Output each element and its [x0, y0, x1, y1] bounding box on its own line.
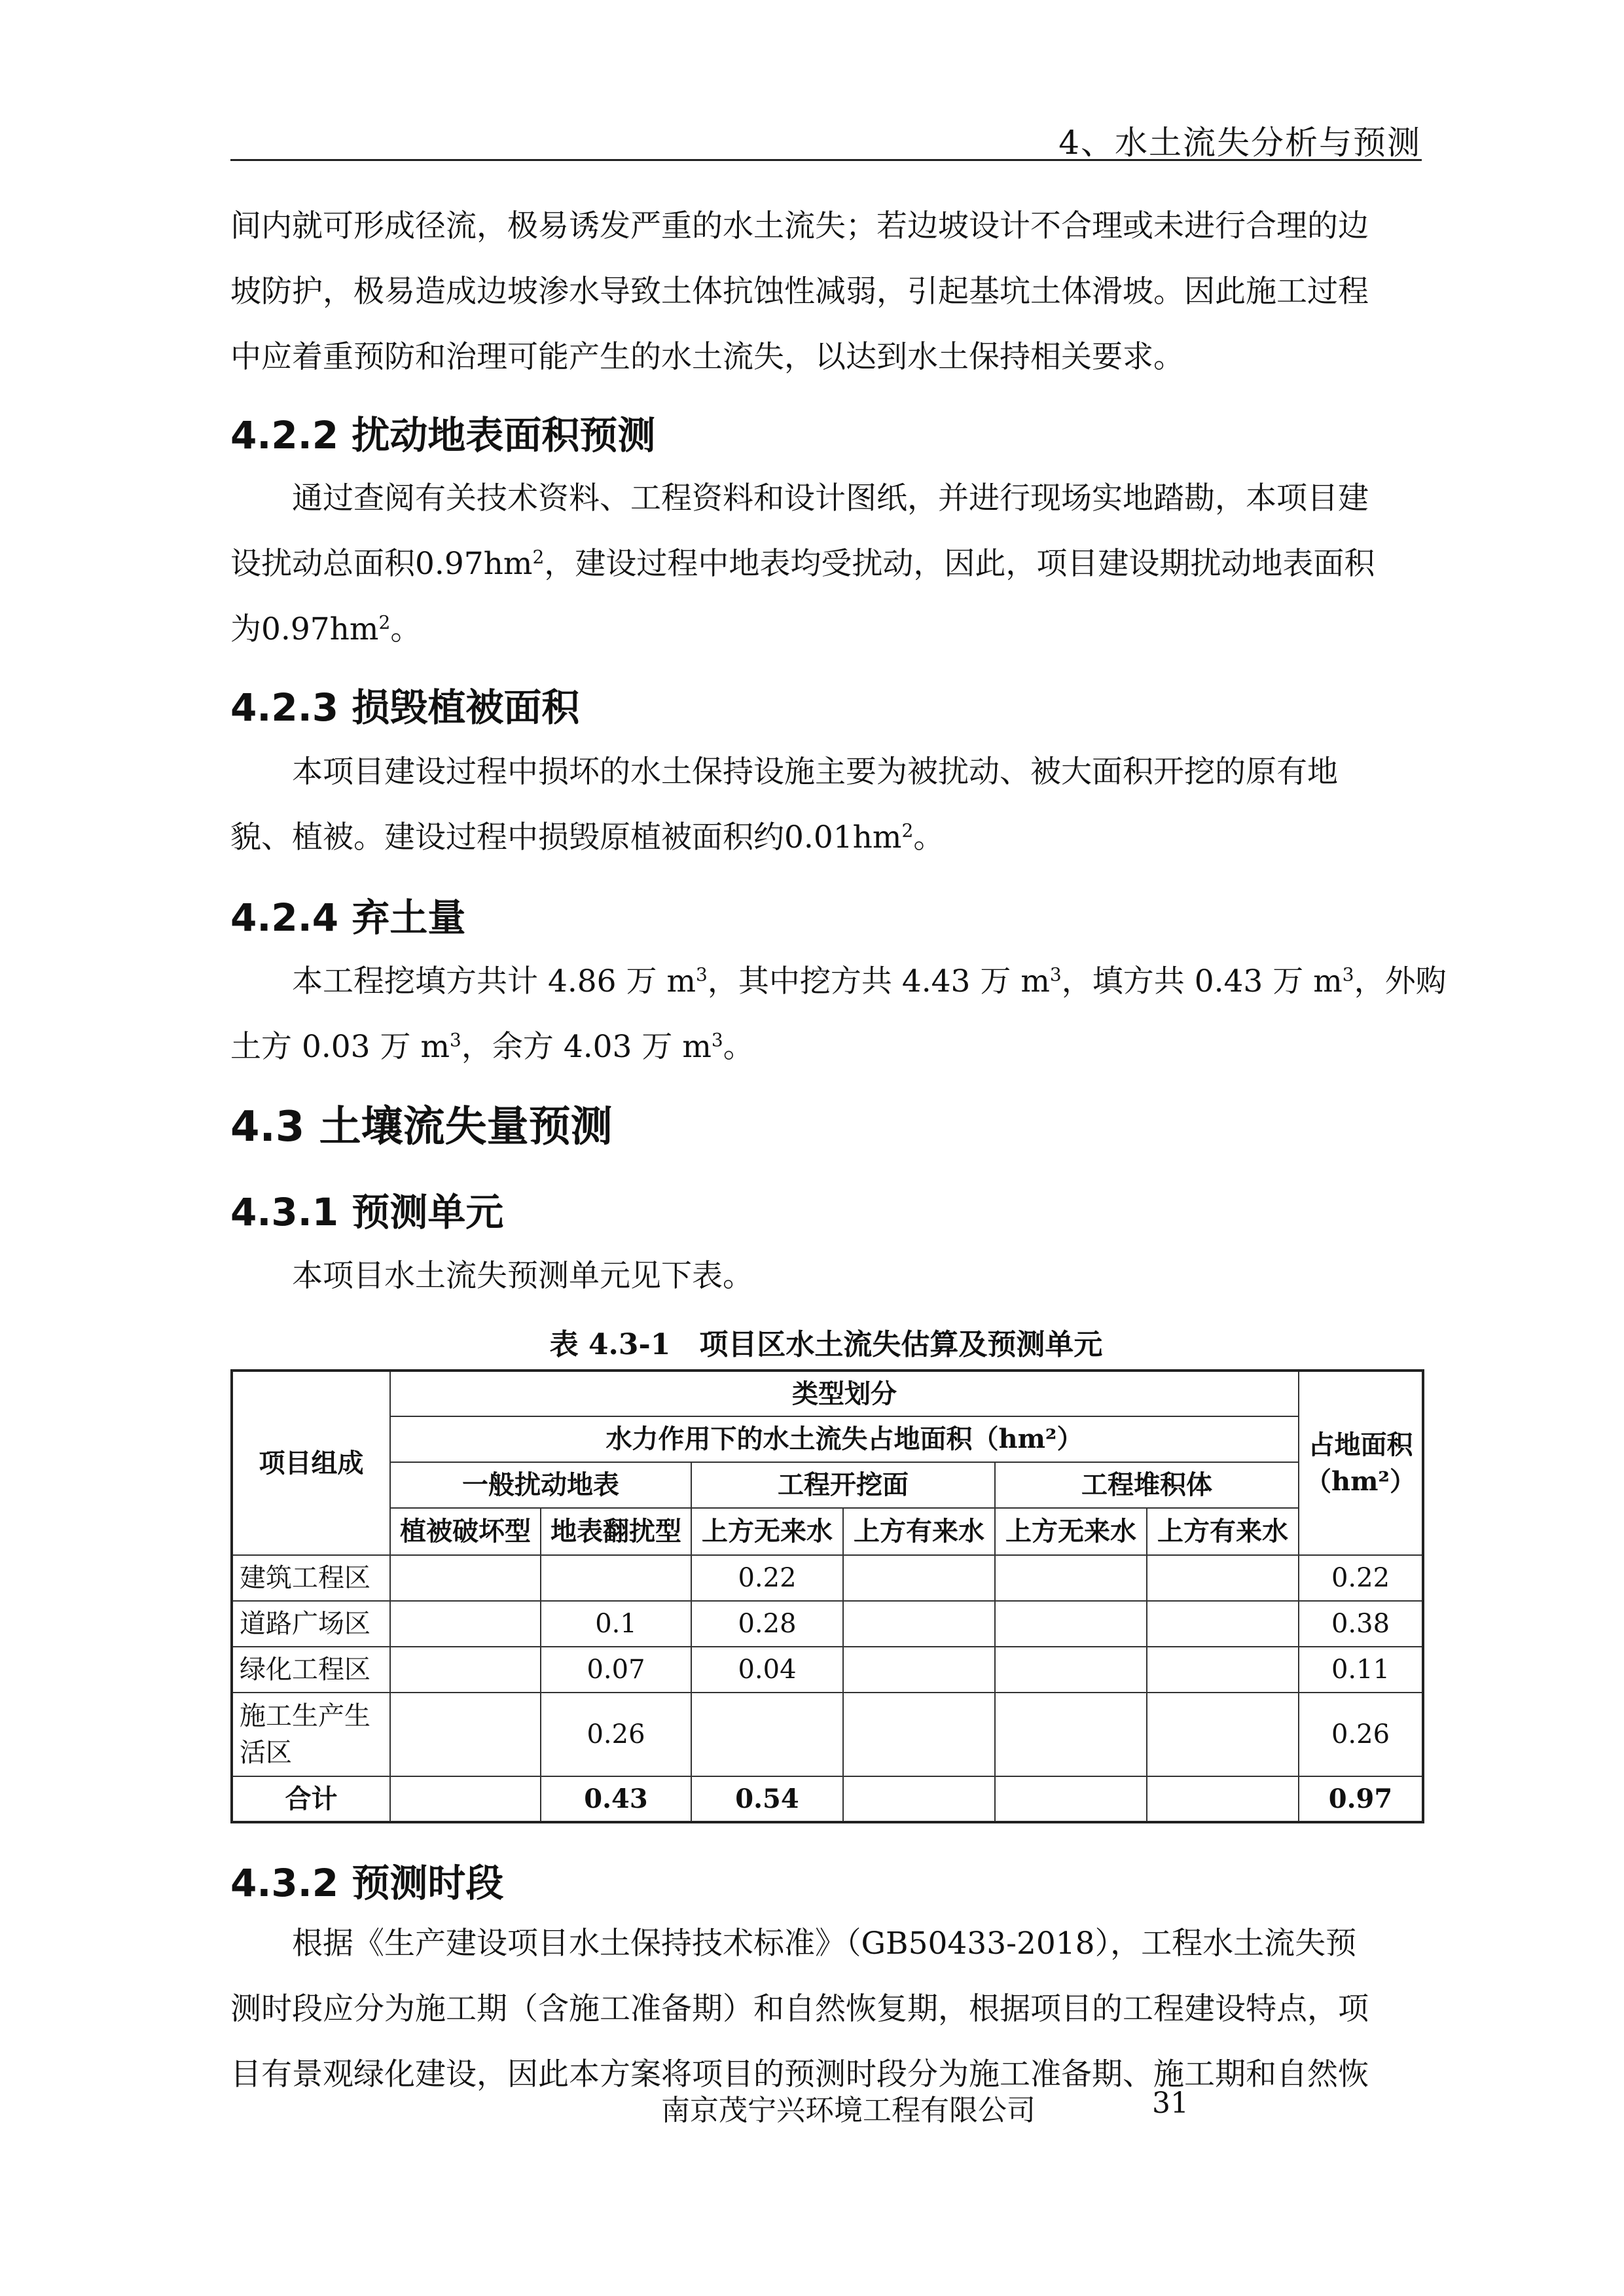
- table-cell: [390, 1647, 541, 1693]
- table-sum-row: [232, 1776, 1423, 1822]
- table-cell: 0.04: [691, 1647, 843, 1693]
- running-header: 4、水土流失分析与预测: [1058, 124, 1421, 162]
- table-cell: [691, 1693, 843, 1776]
- header-subtype: 上方无来水: [691, 1508, 843, 1555]
- text-line: 通过查阅有关技术资料、工程资料和设计图纸，并进行现场实地踏勘，本项目建: [230, 480, 1369, 516]
- row-label: 建筑工程区: [232, 1555, 390, 1601]
- table-cell: 0.07: [541, 1647, 691, 1693]
- table-cell: 0.22: [691, 1555, 843, 1601]
- heading-4-2-3: 4.2.3 损毁植被面积: [230, 685, 580, 730]
- text-line: 貌、植被。建设过程中损毁原植被面积约$0.01hm^2$。: [230, 819, 945, 855]
- prediction-unit-table: [230, 1369, 1424, 1823]
- header-subtype: 地表翻扰型: [541, 1508, 691, 1555]
- heading-4-2-2: 4.2.2 扰动地表面积预测: [230, 413, 656, 457]
- table-cell-total: 0.97: [1299, 1776, 1423, 1822]
- table-cell: [390, 1601, 541, 1647]
- table-cell: [843, 1693, 995, 1776]
- paragraph-4-2-3: [230, 740, 1422, 870]
- text-line: 土方 0.03 万 $m^3$，余方 4.03 万 $m^3$。: [230, 1029, 754, 1065]
- header-subtype: 上方无来水: [995, 1508, 1147, 1555]
- table-cell: [390, 1555, 541, 1601]
- page-number: 31: [1152, 2087, 1189, 2120]
- table-cell: 0.26: [541, 1693, 691, 1776]
- row-label: 绿化工程区: [232, 1647, 390, 1693]
- table-cell: 0.43: [541, 1776, 691, 1822]
- header-area: 占地面积（hm²）: [1299, 1371, 1423, 1555]
- table-cell: [995, 1776, 1147, 1822]
- paragraph-4-3-1: [230, 1244, 1422, 1309]
- header-subtype: 植被破坏型: [390, 1508, 541, 1555]
- text-line: 本工程挖填方共计 4.86 万 $m^3$，其中挖方共 4.43 万 $m^3$，填方共 0.43 万 $m^3$，外购: [230, 963, 1447, 999]
- row-label: 合计: [232, 1776, 390, 1822]
- text-line: 设扰动总面积$0.97hm^2$，建设过程中地表均受扰动，因此，项目建设期扰动地表面积: [230, 546, 1375, 582]
- header-group: 一般扰动地表: [390, 1462, 691, 1508]
- paragraph-4-2-4: [230, 949, 1447, 1080]
- header-component: 项目组成: [232, 1371, 390, 1555]
- table-cell: [1147, 1693, 1299, 1776]
- table-cell: [843, 1647, 995, 1693]
- intro-paragraph: [230, 194, 1422, 390]
- table-cell: 0.54: [691, 1776, 843, 1822]
- text-line: 目有景观绿化建设，因此本方案将项目的预测时段分为施工准备期、施工期和自然恢: [230, 2056, 1369, 2092]
- table-cell: 0.1: [541, 1601, 691, 1647]
- table-row: [232, 1601, 1423, 1647]
- text-line: 测时段应分为施工期（含施工准备期）和自然恢复期，根据项目的工程建设特点，项: [230, 1991, 1369, 2027]
- table-cell: [1147, 1555, 1299, 1601]
- table-cell: [995, 1601, 1147, 1647]
- heading-4-3-2: 4.3.2 预测时段: [230, 1861, 504, 1905]
- text-line: 本项目水土流失预测单元见下表。: [230, 1258, 753, 1294]
- header-rule: [230, 159, 1422, 161]
- paragraph-4-3-2: [230, 1911, 1422, 2108]
- text-line: 本项目建设过程中损坏的水土保持设施主要为被扰动、被大面积开挖的原有地: [230, 754, 1338, 790]
- table-cell: 0.28: [691, 1601, 843, 1647]
- table-cell: [1147, 1601, 1299, 1647]
- header-group: 工程开挖面: [691, 1462, 995, 1508]
- table-cell: [995, 1693, 1147, 1776]
- heading-4-2-4: 4.2.4 弃土量: [230, 895, 466, 940]
- table-cell: [390, 1693, 541, 1776]
- header-subtype: 上方有来水: [1147, 1508, 1299, 1555]
- table-cell: [541, 1555, 691, 1601]
- table-cell: [843, 1555, 995, 1601]
- table-cell: [995, 1647, 1147, 1693]
- table-cell: [390, 1776, 541, 1822]
- table-row: [232, 1647, 1423, 1693]
- row-label: 道路广场区: [232, 1601, 390, 1647]
- table-cell: [995, 1555, 1147, 1601]
- table-cell: [843, 1601, 995, 1647]
- heading-4-3: 4.3 土壤流失量预测: [230, 1103, 613, 1151]
- row-label: 施工生产生活区: [232, 1693, 390, 1776]
- table-cell-total: 0.22: [1299, 1555, 1423, 1601]
- header-subtype: 上方有来水: [843, 1508, 995, 1555]
- paragraph-4-2-2: [230, 466, 1422, 662]
- text-line: 中应着重预防和治理可能产生的水土流失，以达到水土保持相关要求。: [230, 339, 1184, 375]
- table-row: [232, 1693, 1423, 1776]
- header-type: 类型划分: [390, 1371, 1299, 1416]
- header-group: 工程堆积体: [995, 1462, 1299, 1508]
- table-cell: [1147, 1776, 1299, 1822]
- header-water-erosion: 水力作用下的水土流失占地面积（hm²）: [390, 1416, 1299, 1462]
- footer-company: 南京茂宁兴环境工程有限公司: [661, 2094, 1036, 2127]
- heading-4-3-1: 4.3.1 预测单元: [230, 1190, 504, 1234]
- text-line: 间内就可形成径流，极易诱发严重的水土流失；若边坡设计不合理或未进行合理的边: [230, 208, 1369, 244]
- text-line: 坡防护，极易造成边坡渗水导致土体抗蚀性减弱，引起基坑土体滑坡。因此施工过程: [230, 274, 1369, 310]
- table-cell-total: 0.11: [1299, 1647, 1423, 1693]
- table-cell-total: 0.26: [1299, 1693, 1423, 1776]
- table-caption: 表 4.3-1 项目区水土流失估算及预测单元: [549, 1328, 1103, 1361]
- table-cell: [1147, 1647, 1299, 1693]
- table-cell-total: 0.38: [1299, 1601, 1423, 1647]
- text-line: 为$0.97hm^2$。: [230, 611, 422, 647]
- text-line: 根据《生产建设项目水土保持技术标准》（GB50433-2018），工程水土流失预: [230, 1926, 1357, 1962]
- table-row: [232, 1555, 1423, 1601]
- table-cell: [843, 1776, 995, 1822]
